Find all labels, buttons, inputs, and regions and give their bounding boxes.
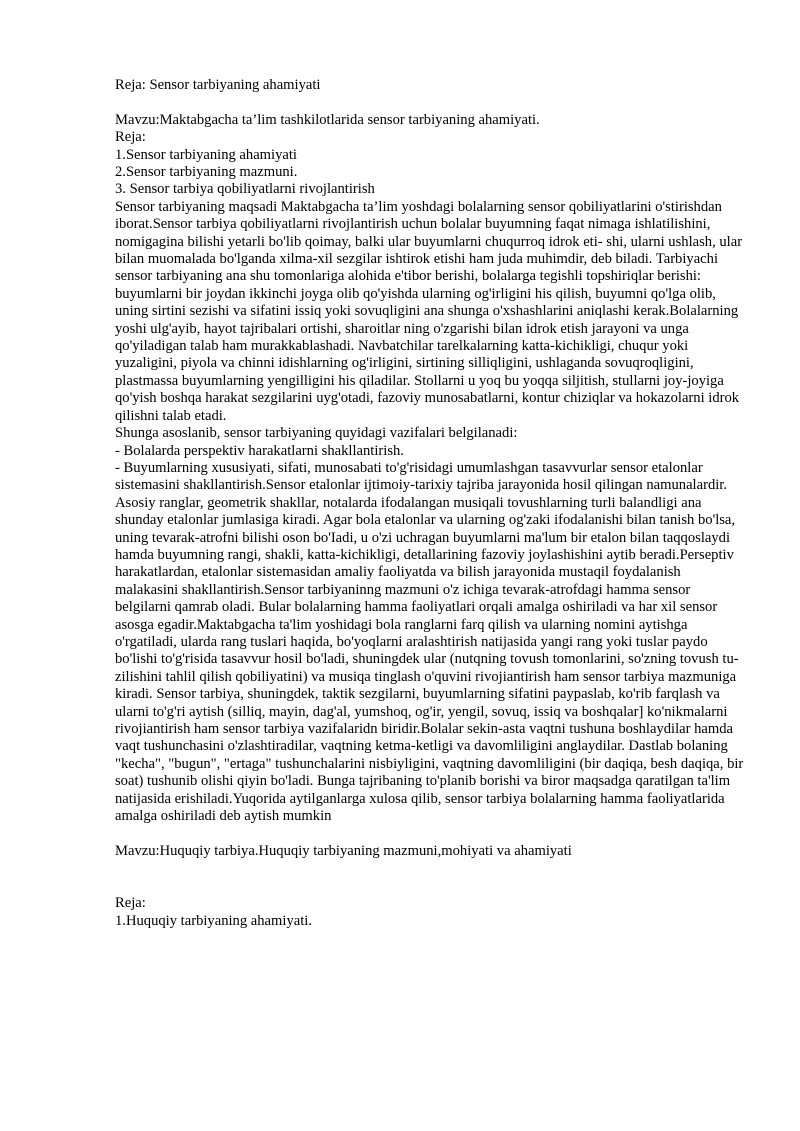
topic-heading: Mavzu:Huquqiy tarbiya.Huquqiy tarbiyaning mazmuni,mohiyati va ahamiyati [115,842,572,859]
plan-label: Reja: [115,129,146,146]
body-paragraph: Shunga asoslanib, sensor tarbiyaning quyidagi vazifalari belgilanadi: [115,425,518,442]
plan-item: 1.Huquqiy tarbiyaning ahamiyati. [115,912,312,929]
document-page [115,77,745,930]
body-paragraph: - Buyumlarning xususiyati, sifati, munosabati to'g'risidagi umumlashgan tasavvurlar sensor etalonlar sistemasini shakllantirish.Sensor etalonlar ijtimoiy-tarixiy tajriba jarayonida hosil qilingan namunalardir. Asosiy ranglar, geometrik shakllar, notalarda ifodalangan musiqali tovushlarning turli balandligi ana shunday etalonlar jumlasiga kiradi. Agar bola etalonlar va ularning og'zaki ifodalanishi bilan tanish bo'lsa, uning tevarak-atrofni bilishi oson bo'Iadi, u o'zi uchragan buyumlarni ma'lum bir etalon bilan taqqoslaydi hamda buyumning rangi, shakli, katta-kichikligi, detallarining fazoviy joylashishini aytib beradi.Perseptiv harakatlardan, etalonlar sistemasidan amaliy faoliyatda va bilish jarayonida mustaqil foydalanish malakasini shakllantirish.Sensor tarbiyaninng mazmuni o'z ichiga tevarak-atrofdagi hamma sensor belgilarni qamrab oladi. Bular bolalarning hamma faoliyatlari orqali amalga oshiriladi va har xil sensor asosga egadir.Maktabgacha ta'lim yoshidagi bola ranglarni farq qilish va ularning nomini aytishga o'rgatiladi, ularda rang tuslari haqida, bo'yoqlarni aralashtirish natijasida yangi rang yoki tuslar paydo bo'lishi to'g'risida tasavvur hosil bo'ladi, shuningdek ular (nutqning tovush tomonlarini, so'zning tovush tu-zilishini tahlil qilish qobiliyatini) va musiqa tinglash o'quvini rivojiantirish ham sensor tarbiya mazmuniga kiradi. Sensor tarbiya, shuningdek, taktik sezgilarni, buyumlarning sifatini paypaslab, ko'rib farqlash va ularni to'g'ri aytish (silliq, mayin, dag'al, yumshoq, og'ir, yengil, sovuq, issiq va boshqalar] ko'nikmalarni rivojiantirish ham sensor tarbiya vazifalaridn biridir.Bolalar sekin-asta vaqtni tushuna boshlaydilar hamda vaqt tushunchasini o'zlashtiradilar, vaqtning ketma-ketligi va davomliligini anglaydilar. Dastlab bolaning "kecha", "bugun", "ertaga" tushunchalarini nisbiyligini, vaqtning davomliligini (bir daqiqa, besh daqiqa, bir soat) tushunib olishi qiyin bo'ladi. Bunga tajribaning to'planib borishi va biror maqsadga qaratilgan ta'lim natijasida erishiladi.Yuqorida aytilganlarga xulosa qilib, sensor tarbiya bolalarning hamma faoliyatlarida amalga oshiriladi deb aytish mumkin [115,459,744,825]
body-paragraph: Sensor tarbiyaning maqsadi Maktabgacha ta’lim yoshdagi bolalarning sensor qobiliyatlarini o'stirishdan iborat.Sensor tarbiya qobiliyatlarni rivojlantirish uchun bolalar buyumning faqat nimaga ishlatilishini, nomigagina bilishi yetarli bo'lib qoimay, balki ular buyumlarni chuqurroq idrok eti- shi, ularni ushlash, ular bilan muomalada bo'lganda xilma-xil sezgilar ishtirok etishi ham juda muhimdir, deb biladi. Tarbiyachi sensor tarbiyaning ana shu tomonlariga alohida e'tibor berishi, bolalarga tegishli topshiriqlar berishi: buyumlarni bir joydan ikkinchi joyga olib qo'yishda ularning og'irligini his qilish, buyumni qo'lga olib, uning sirtini sezishi va sifatini issiq yoki sovuqligini ana shunga o'xshashlarini aniqlashi kerak.Bolalarning yoshi ulg'ayib, hayot tajribalari ortishi, sharoitlar ning o'zgarishi bilan idrok etish jarayoni va unga qo'yiladigan talab ham murakkablashadi. Navbatchilar tarelkalarning katta-kichikligi, chuqur yoki yuzaligini, piyola va chinni idishlarning og'irligini, sirtining silliqligini, ushlaganda sovuqroqligini, plastmassa buyumlarning yengilligini his qiladilar. Stollarni u yoq bu yoqqa siljitish, stullarni joy-joyiga qo'yish boshqa harakat sezgilarini uyg'otadi, fazoviy munosabatlarni, kontur chiziqlar va hokazolarni idrok qilishni talab etadi. [115,198,743,424]
document-title: Reja: Sensor tarbiyaning ahamiyati [115,77,321,93]
body-paragraph: - Bolalarda perspektiv harakatlarni shakllantirish. [115,442,404,459]
spacer [115,94,745,111]
plan-item: 3. Sensor tarbiya qobiliyatlarni rivojlantirish [115,181,375,198]
plan-item: 1.Sensor tarbiyaning ahamiyati [115,146,297,163]
spacer [115,825,745,842]
plan-label: Reja: [115,895,146,912]
spacer [115,860,745,895]
plan-item: 2.Sensor tarbiyaning mazmuni. [115,164,298,181]
topic-heading: Mavzu:Maktabgacha ta’lim tashkilotlarida sensor tarbiyaning ahamiyati. [115,111,540,128]
